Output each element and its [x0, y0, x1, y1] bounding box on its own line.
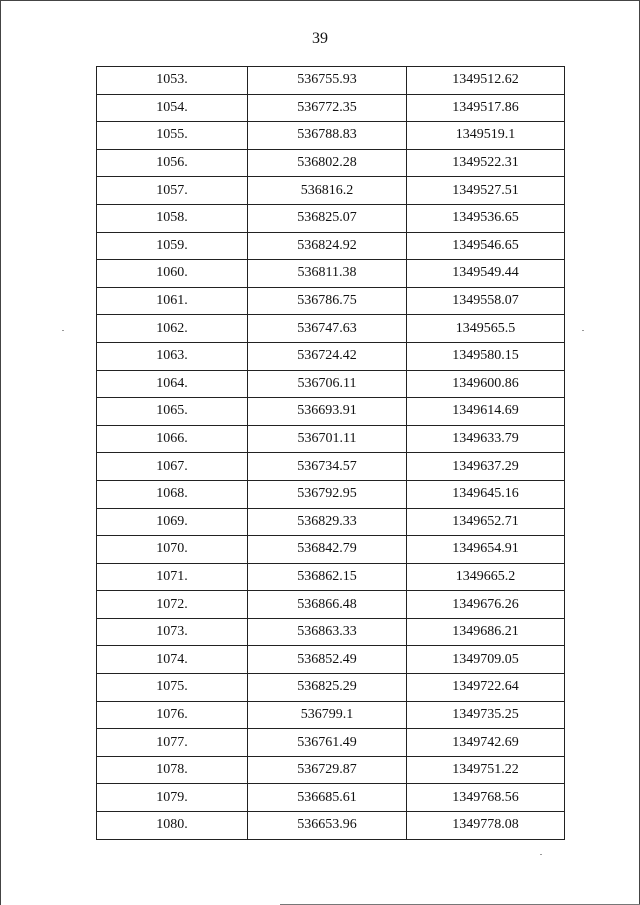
- page-number: 39: [312, 30, 328, 47]
- point-number-cell: 1069.: [97, 508, 248, 536]
- table-row: [97, 232, 565, 260]
- scan-speck: [582, 330, 584, 331]
- table-row: [97, 618, 565, 646]
- point-number-cell: 1065.: [97, 398, 248, 426]
- table-row: [97, 784, 565, 812]
- y-coordinate-cell: 1349512.62: [407, 67, 565, 95]
- table-row: [97, 480, 565, 508]
- table-row: [97, 563, 565, 591]
- point-number-cell: 1068.: [97, 480, 248, 508]
- point-number-cell: 1076.: [97, 701, 248, 729]
- x-coordinate-cell: 536724.42: [248, 342, 407, 370]
- table-row: [97, 204, 565, 232]
- y-coordinate-cell: 1349645.16: [407, 480, 565, 508]
- x-coordinate-cell: 536786.75: [248, 287, 407, 315]
- x-coordinate-cell: 536816.2: [248, 177, 407, 205]
- table-row: [97, 425, 565, 453]
- table-row: [97, 122, 565, 150]
- table-row: [97, 674, 565, 702]
- x-coordinate-cell: 536747.63: [248, 315, 407, 343]
- y-coordinate-cell: 1349633.79: [407, 425, 565, 453]
- y-coordinate-cell: 1349637.29: [407, 453, 565, 481]
- x-coordinate-cell: 536706.11: [248, 370, 407, 398]
- x-coordinate-cell: 536792.95: [248, 480, 407, 508]
- coordinates-table: [96, 66, 565, 840]
- point-number-cell: 1071.: [97, 563, 248, 591]
- x-coordinate-cell: 536811.38: [248, 260, 407, 288]
- point-number-cell: 1064.: [97, 370, 248, 398]
- x-coordinate-cell: 536729.87: [248, 756, 407, 784]
- scan-speck: [540, 854, 542, 855]
- point-number-cell: 1061.: [97, 287, 248, 315]
- y-coordinate-cell: 1349654.91: [407, 536, 565, 564]
- table-row: [97, 398, 565, 426]
- table-row: [97, 177, 565, 205]
- y-coordinate-cell: 1349519.1: [407, 122, 565, 150]
- y-coordinate-cell: 1349580.15: [407, 342, 565, 370]
- point-number-cell: 1053.: [97, 67, 248, 95]
- point-number-cell: 1062.: [97, 315, 248, 343]
- page-edge-top: [0, 0, 640, 1]
- y-coordinate-cell: 1349522.31: [407, 149, 565, 177]
- x-coordinate-cell: 536866.48: [248, 591, 407, 619]
- y-coordinate-cell: 1349686.21: [407, 618, 565, 646]
- point-number-cell: 1060.: [97, 260, 248, 288]
- x-coordinate-cell: 536693.91: [248, 398, 407, 426]
- table-row: [97, 646, 565, 674]
- x-coordinate-cell: 536825.29: [248, 674, 407, 702]
- table-row: [97, 729, 565, 757]
- y-coordinate-cell: 1349527.51: [407, 177, 565, 205]
- y-coordinate-cell: 1349600.86: [407, 370, 565, 398]
- point-number-cell: 1055.: [97, 122, 248, 150]
- x-coordinate-cell: 536802.28: [248, 149, 407, 177]
- x-coordinate-cell: 536701.11: [248, 425, 407, 453]
- y-coordinate-cell: 1349558.07: [407, 287, 565, 315]
- y-coordinate-cell: 1349517.86: [407, 94, 565, 122]
- page-edge-left: [0, 0, 1, 905]
- point-number-cell: 1063.: [97, 342, 248, 370]
- table-row: [97, 508, 565, 536]
- x-coordinate-cell: 536842.79: [248, 536, 407, 564]
- x-coordinate-cell: 536653.96: [248, 812, 407, 840]
- y-coordinate-cell: 1349536.65: [407, 204, 565, 232]
- table-row: [97, 701, 565, 729]
- x-coordinate-cell: 536799.1: [248, 701, 407, 729]
- table-row: [97, 149, 565, 177]
- y-coordinate-cell: 1349722.64: [407, 674, 565, 702]
- x-coordinate-cell: 536685.61: [248, 784, 407, 812]
- table-row: [97, 536, 565, 564]
- table-row: [97, 342, 565, 370]
- x-coordinate-cell: 536825.07: [248, 204, 407, 232]
- y-coordinate-cell: 1349735.25: [407, 701, 565, 729]
- point-number-cell: 1080.: [97, 812, 248, 840]
- y-coordinate-cell: 1349742.69: [407, 729, 565, 757]
- y-coordinate-cell: 1349546.65: [407, 232, 565, 260]
- table-row: [97, 370, 565, 398]
- x-coordinate-cell: 536862.15: [248, 563, 407, 591]
- x-coordinate-cell: 536761.49: [248, 729, 407, 757]
- y-coordinate-cell: 1349652.71: [407, 508, 565, 536]
- y-coordinate-cell: 1349778.08: [407, 812, 565, 840]
- x-coordinate-cell: 536755.93: [248, 67, 407, 95]
- x-coordinate-cell: 536863.33: [248, 618, 407, 646]
- table-row: [97, 315, 565, 343]
- table-row: [97, 453, 565, 481]
- point-number-cell: 1074.: [97, 646, 248, 674]
- point-number-cell: 1059.: [97, 232, 248, 260]
- point-number-cell: 1079.: [97, 784, 248, 812]
- x-coordinate-cell: 536852.49: [248, 646, 407, 674]
- x-coordinate-cell: 536734.57: [248, 453, 407, 481]
- y-coordinate-cell: 1349665.2: [407, 563, 565, 591]
- point-number-cell: 1066.: [97, 425, 248, 453]
- x-coordinate-cell: 536829.33: [248, 508, 407, 536]
- y-coordinate-cell: 1349549.44: [407, 260, 565, 288]
- table-row: [97, 94, 565, 122]
- y-coordinate-cell: 1349614.69: [407, 398, 565, 426]
- point-number-cell: 1073.: [97, 618, 248, 646]
- table-row: [97, 756, 565, 784]
- point-number-cell: 1057.: [97, 177, 248, 205]
- point-number-cell: 1058.: [97, 204, 248, 232]
- y-coordinate-cell: 1349709.05: [407, 646, 565, 674]
- x-coordinate-cell: 536824.92: [248, 232, 407, 260]
- point-number-cell: 1072.: [97, 591, 248, 619]
- point-number-cell: 1054.: [97, 94, 248, 122]
- point-number-cell: 1078.: [97, 756, 248, 784]
- table-row: [97, 67, 565, 95]
- point-number-cell: 1056.: [97, 149, 248, 177]
- table-row: [97, 287, 565, 315]
- point-number-cell: 1075.: [97, 674, 248, 702]
- y-coordinate-cell: 1349768.56: [407, 784, 565, 812]
- y-coordinate-cell: 1349751.22: [407, 756, 565, 784]
- x-coordinate-cell: 536772.35: [248, 94, 407, 122]
- point-number-cell: 1070.: [97, 536, 248, 564]
- table-row: [97, 591, 565, 619]
- y-coordinate-cell: 1349676.26: [407, 591, 565, 619]
- point-number-cell: 1067.: [97, 453, 248, 481]
- table-row: [97, 260, 565, 288]
- x-coordinate-cell: 536788.83: [248, 122, 407, 150]
- table-row: [97, 812, 565, 840]
- y-coordinate-cell: 1349565.5: [407, 315, 565, 343]
- point-number-cell: 1077.: [97, 729, 248, 757]
- scan-speck: [62, 330, 64, 331]
